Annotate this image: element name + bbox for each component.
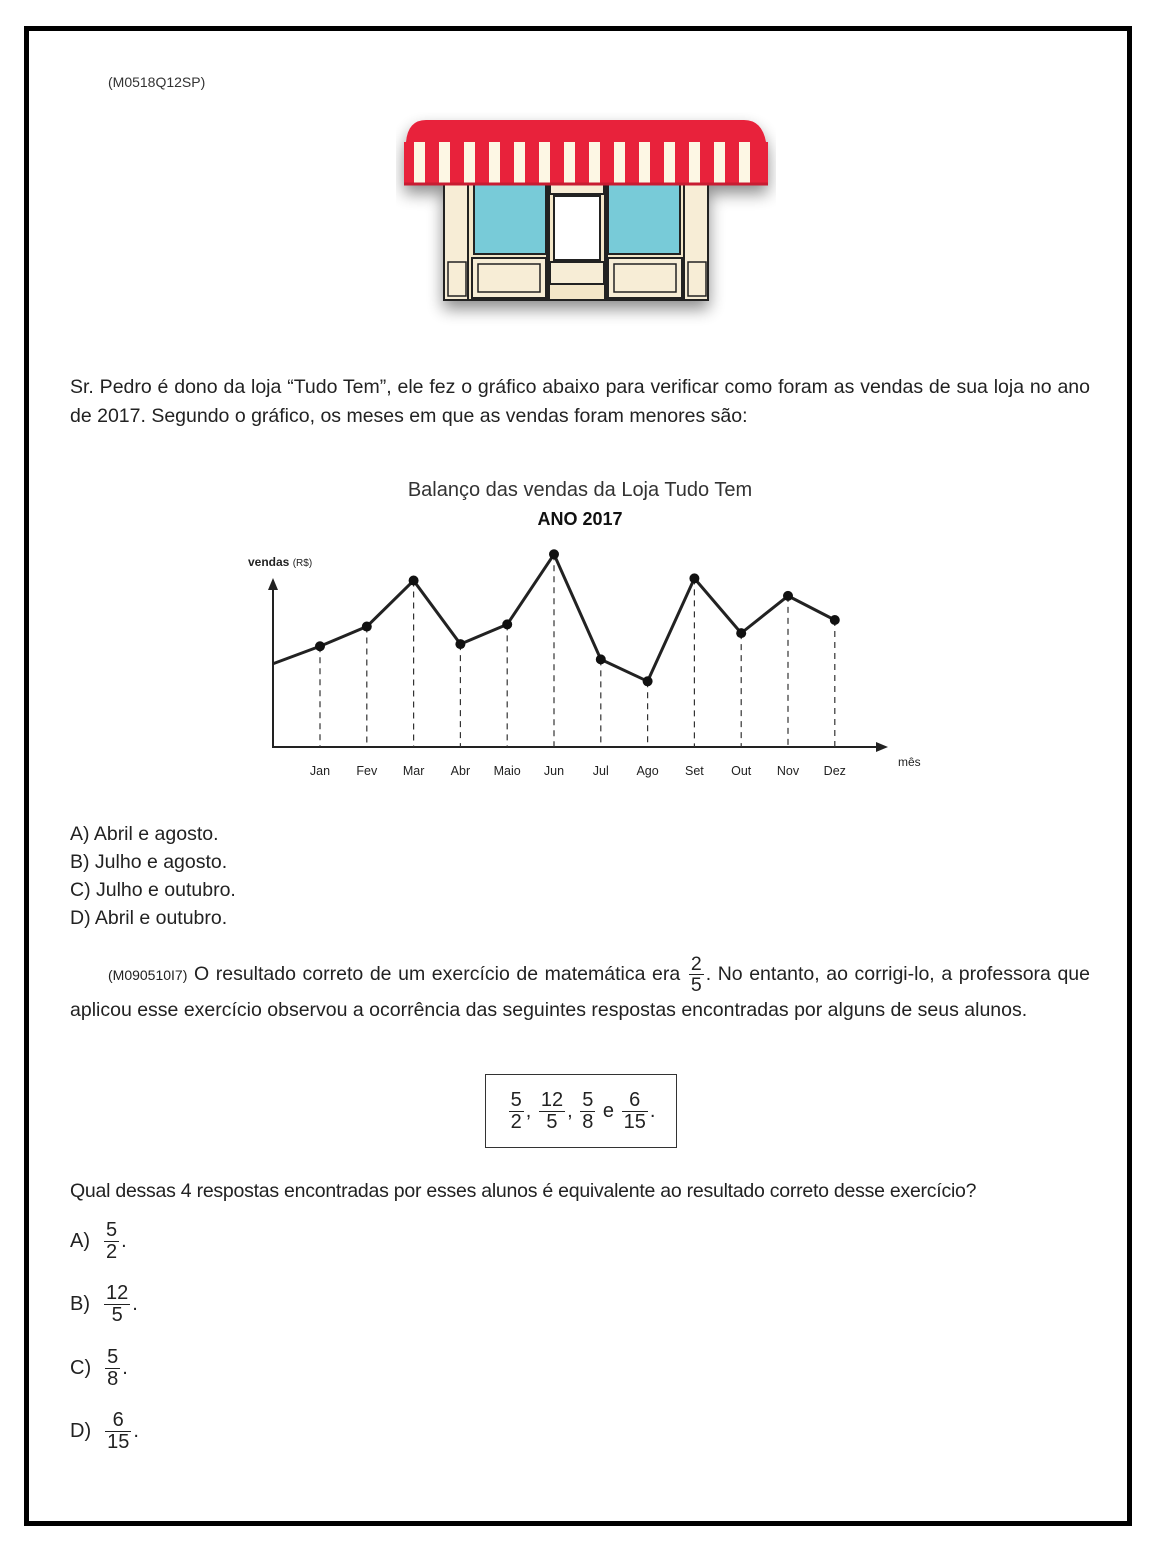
x-tick-label-abr: Abr — [450, 764, 471, 778]
x-tick-label-out: Out — [731, 764, 752, 778]
x-tick-label-dez: Dez — [823, 764, 846, 778]
chart-title: Balanço das vendas da Loja Tudo Tem — [407, 479, 753, 501]
x-tick-label-jan: Jan — [309, 764, 331, 778]
data-point-jul — [596, 654, 606, 664]
data-point-ago — [643, 676, 653, 686]
x-tick-label-jul: Jul — [592, 764, 609, 778]
q1-option-c: C) Julho e outubro. — [70, 879, 236, 901]
box-end: . — [649, 1099, 656, 1122]
sales-series-line — [273, 554, 835, 681]
x-tick-label-ago: Ago — [636, 764, 659, 778]
y-axis-label — [248, 555, 312, 569]
y-axis-label-text: vendas — [248, 555, 290, 569]
chart-subtitle: ANO 2017 — [537, 509, 623, 529]
x-axis-label: mês — [898, 755, 921, 769]
sales-line-chart — [232, 468, 932, 793]
data-point-jun — [549, 549, 559, 559]
q2-paragraph — [70, 954, 1090, 1025]
x-tick-label-jun: Jun — [543, 764, 565, 778]
q2-text-b: . No entanto, ao corrigi-lo, a professora que aplicou esse exercício observou a ocorrência das seguintes respostas encontradas por alguns de seus alunos. — [70, 963, 1090, 1021]
y-axis-arrow — [268, 578, 278, 590]
q1-option-a: A) Abril e agosto. — [70, 823, 219, 845]
box-fraction-2: $\frac{12}{5}$ — [540, 1088, 564, 1133]
q1-text: Sr. Pedro é dono da loja “Tudo Tem”, ele fez o gráfico abaixo para verificar como foram as vendas de sua loja no ano de 2017. Segundo o gráfico, os meses em que as vendas foram menores são: — [70, 376, 1090, 427]
x-tick-label-set: Set — [685, 764, 704, 778]
box-fraction-4: $\frac{6}{15}$ — [623, 1088, 646, 1133]
q2-answer-d: D) $\frac{6}{15}$ . — [70, 1409, 139, 1453]
q1-option-b: B) Julho e agosto. — [70, 851, 228, 873]
data-point-nov — [783, 591, 793, 601]
x-tick-label-fev: Fev — [356, 764, 378, 778]
x-tick-label-nov: Nov — [776, 764, 800, 778]
data-point-abr — [455, 639, 465, 649]
q2-question: Qual dessas 4 respostas encontradas por esses alunos é equivalente ao resultado correto desse exercício? — [70, 1180, 977, 1202]
q2-code: (M090510I7) — [108, 967, 188, 984]
correct-numerator: 2 — [690, 953, 702, 975]
correct-fraction — [689, 954, 704, 996]
q1-option-d: D) Abril e outubro. — [70, 907, 228, 929]
q2-answer-a: A) $\frac{5}{2}$ . — [70, 1219, 127, 1263]
box-fraction-1: $\frac{5}{2}$ — [510, 1088, 522, 1133]
store-illustration — [396, 112, 776, 352]
box-sep-2: , — [567, 1099, 573, 1122]
data-point-maio — [502, 619, 512, 629]
q2-text-a: O resultado correto de um exercício de matemática era — [193, 963, 681, 986]
x-tick-label-mar: Mar — [402, 764, 425, 778]
data-point-dez — [830, 615, 840, 625]
data-point-set — [689, 573, 699, 583]
q2-answer-c: C) $\frac{5}{8}$ . — [70, 1346, 128, 1390]
box-fraction-3: $\frac{5}{8}$ — [582, 1088, 594, 1133]
correct-denominator: 5 — [690, 974, 702, 997]
data-point-jan — [315, 641, 325, 651]
box-sep-1: , — [525, 1099, 532, 1122]
data-point-out — [736, 628, 746, 638]
x-tick-label-maio: Maio — [493, 764, 521, 778]
x-axis-arrow — [876, 742, 888, 752]
data-point-fev — [362, 622, 372, 632]
student-answers-box — [485, 1074, 677, 1148]
question-code: (M0518Q12SP) — [108, 74, 206, 90]
data-point-mar — [409, 576, 419, 586]
y-axis-unit: (R$) — [292, 558, 313, 569]
box-conjunction: e — [602, 1099, 615, 1122]
q2-answer-b: B) $\frac{12}{5}$ . — [70, 1282, 138, 1326]
